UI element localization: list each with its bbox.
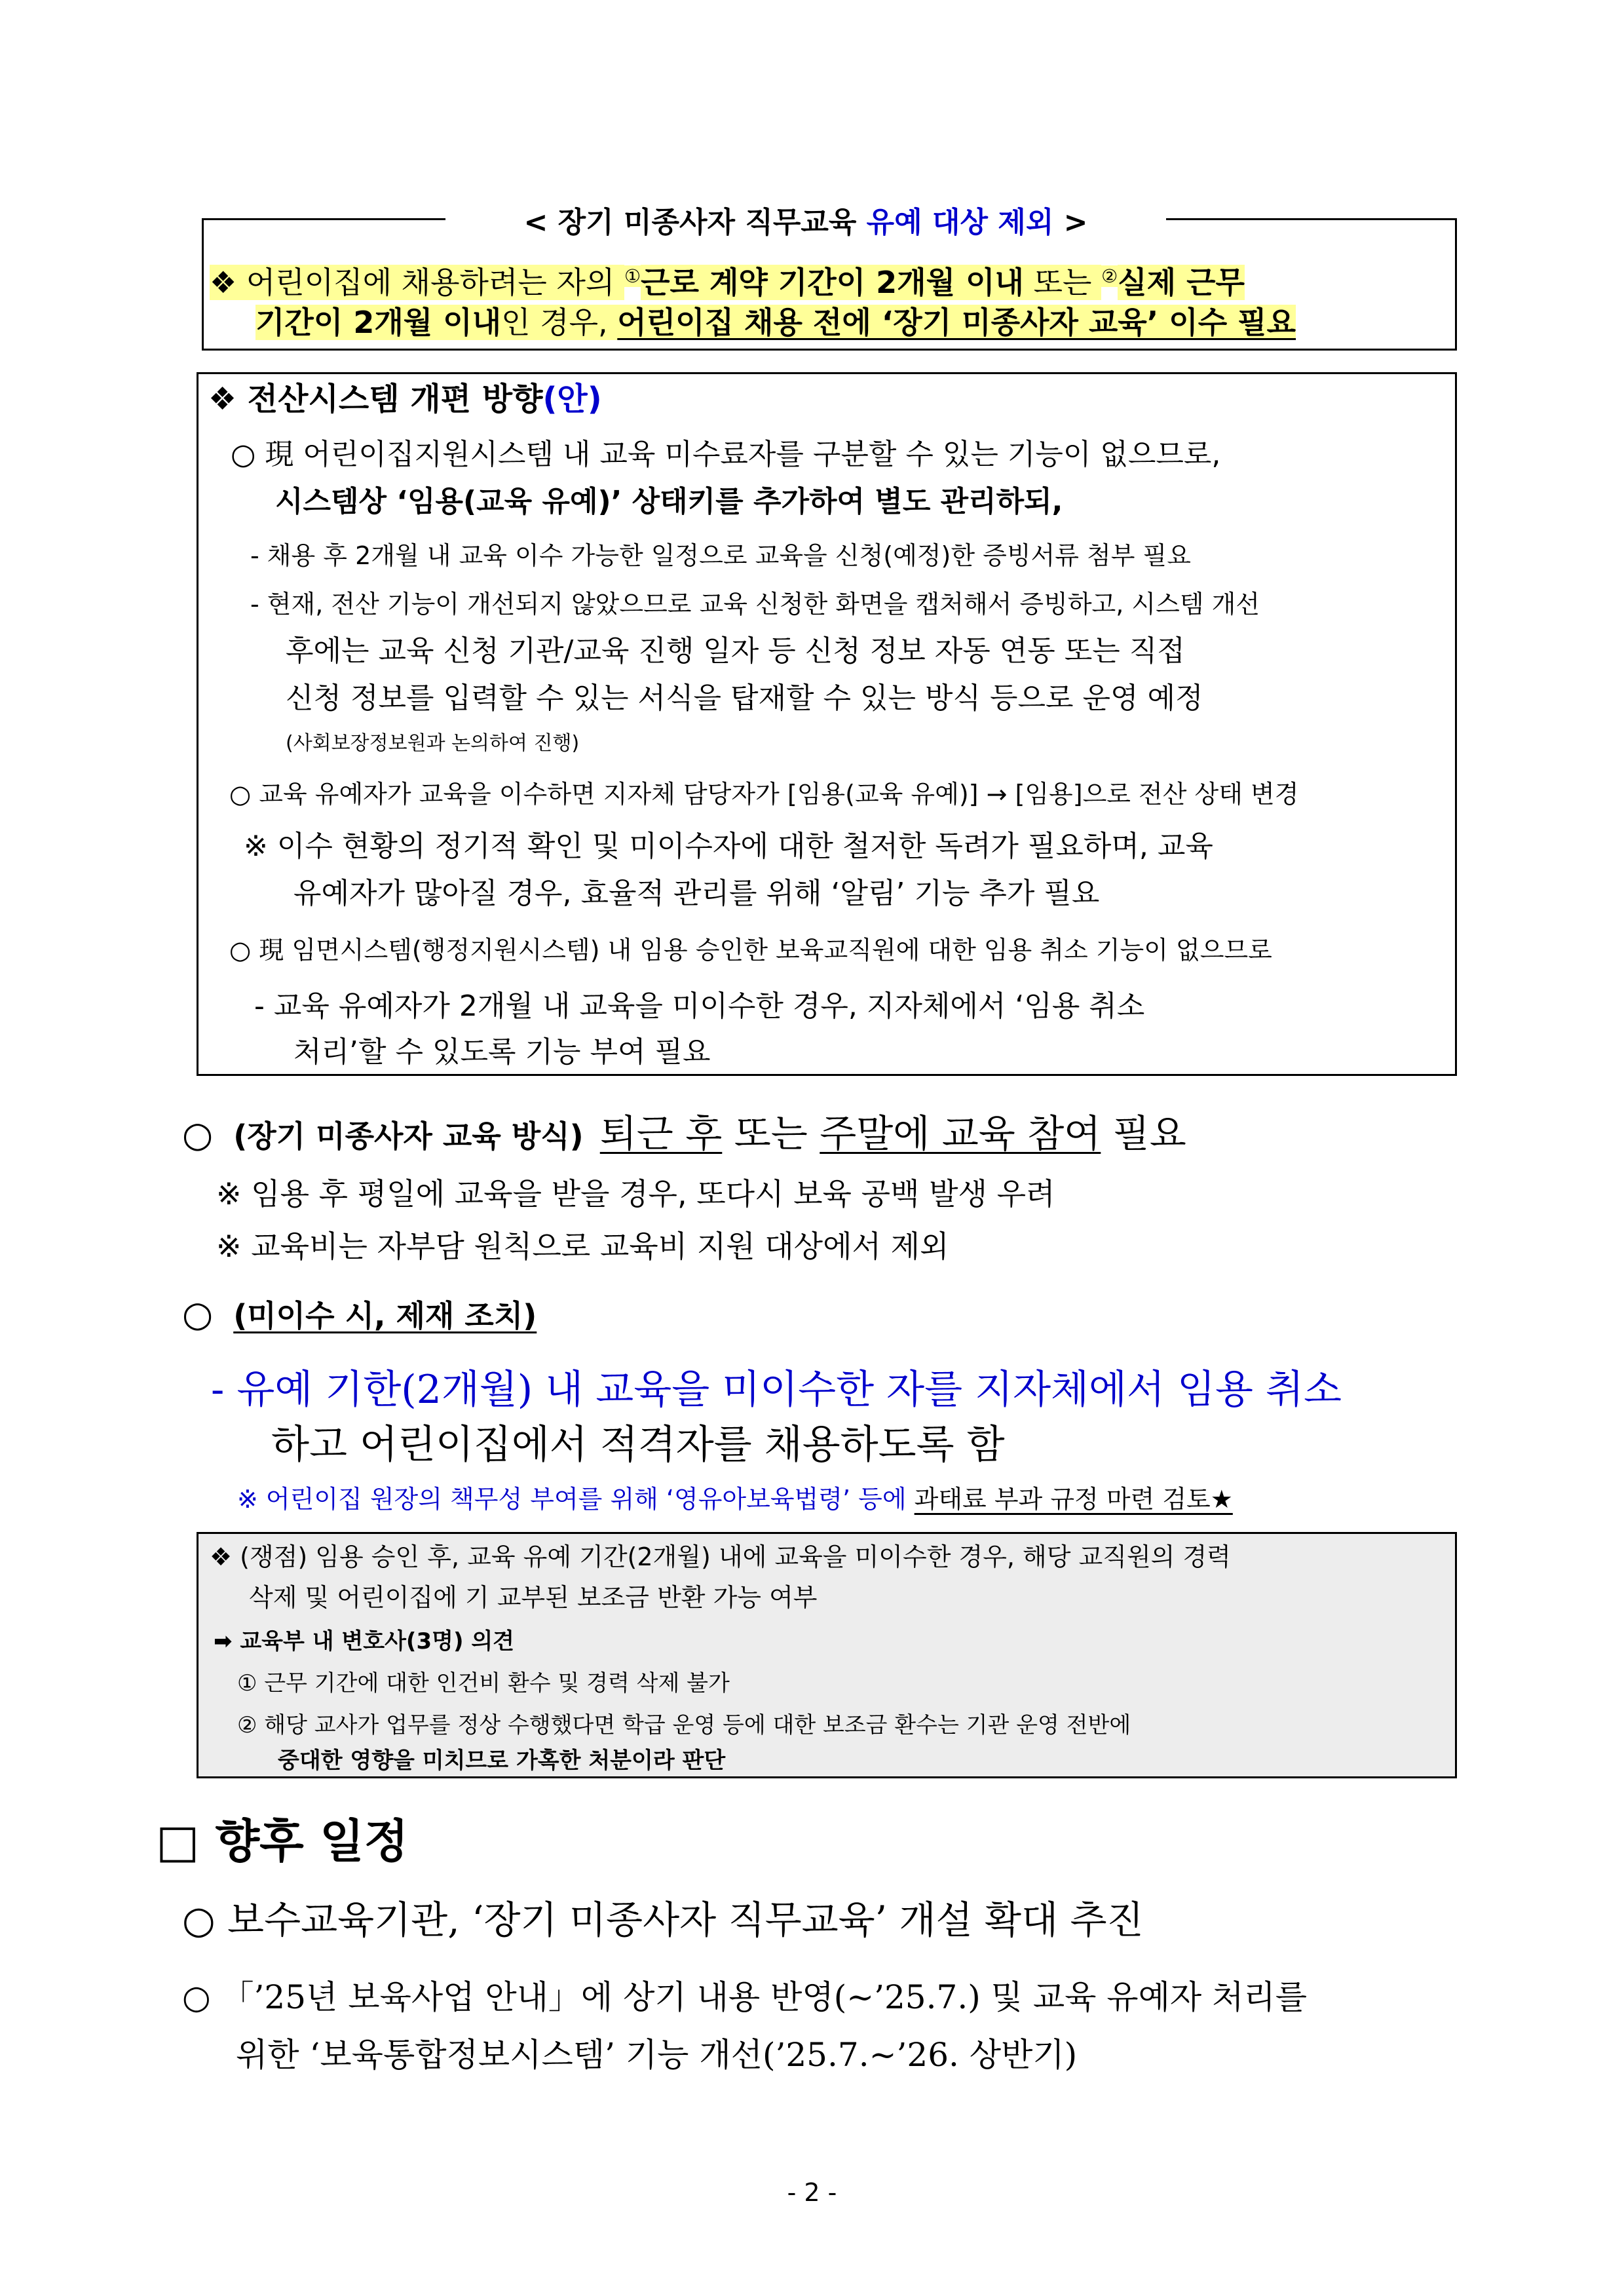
schedule-heading: □ 향후 일정	[156, 1814, 409, 1868]
education-method-note-1: ※ 임용 후 평일에 교육을 받을 경우, 또다시 보육 공백 발생 우려	[216, 1176, 1055, 1212]
system-reform-box	[197, 372, 1457, 1076]
reform-point-1-line-1: ○ 現 어린이집지원시스템 내 교육 미수료자를 구분할 수 있는 기능이 없으므로,	[231, 438, 1221, 471]
issue-line-5: ② 해당 교사가 업무를 정상 수행했다면 학급 운영 등에 대한 보조금 환수는 기관 운영 전반에	[237, 1712, 1131, 1738]
issue-line-4: ① 근무 기간에 대한 인건비 환수 및 경력 삭제 불가	[237, 1670, 730, 1696]
reform-note-line-1: ※ 이수 현황의 정기적 확인 및 미이수자에 대한 철저한 독려가 필요하며, 교육	[244, 830, 1213, 863]
sanction-note: ※ 어린이집 원장의 책무성 부여를 위해 ‘영유아보육법령’ 등에 과태료 부과 규정 마련 검토★	[237, 1485, 1233, 1514]
education-method-line: ○ (장기 미종사자 교육 방식) 퇴근 후 또는 주말에 교육 참여 필요	[182, 1111, 1186, 1156]
exclusion-line-1: ❖ 어린이집에 채용하려는 자의 ①근로 계약 기간이 2개월 이내 또는 ②실제 근무	[210, 265, 1245, 301]
reform-point-1-line-2: 시스템상 ‘임용(교육 유예)’ 상태키를 추가하여 별도 관리하되,	[275, 485, 1063, 518]
issue-line-3: ➡ 교육부 내 변호사(3명) 의견	[214, 1628, 515, 1655]
schedule-item-2-line-1: ○ 「’25년 보육사업 안내」에 상기 내용 반영(~’25.7.) 및 교육 유예자 처리를	[182, 1978, 1308, 2016]
reform-detail-2-line-4: (사회보장정보원과 논의하여 진행)	[286, 732, 580, 755]
system-reform-heading: ❖ 전산시스템 개편 방향(안)	[208, 381, 602, 417]
reform-detail-2-line-3: 신청 정보를 입력할 수 있는 서식을 탑재할 수 있는 방식 등으로 운영 예정	[286, 681, 1203, 715]
page-number: - 2 -	[787, 2178, 837, 2207]
reform-detail-3-line-2: 처리’할 수 있도록 기능 부여 필요	[293, 1035, 711, 1069]
reform-point-3: ○ 現 임면시스템(행정지원시스템) 내 임용 승인한 보육교직원에 대한 임용 취소 기능이 없으므로	[229, 936, 1272, 965]
reform-note-line-2: 유예자가 많아질 경우, 효율적 관리를 위해 ‘알림’ 기능 추가 필요	[293, 877, 1100, 910]
exclusion-box-title: < 장기 미종사자 직무교육 유예 대상 제외 >	[445, 203, 1166, 242]
reform-point-2: ○ 교육 유예자가 교육을 이수하면 지자체 담당자가 [임용(교육 유예)] → [임용]으로 전산 상태 변경	[229, 780, 1299, 809]
sanction-heading: ○ (미이수 시, 제재 조치)	[182, 1293, 537, 1335]
schedule-item-1: ○ 보수교육기관, ‘장기 미종사자 직무교육’ 개설 확대 추진	[182, 1898, 1144, 1942]
reform-detail-1: - 채용 후 2개월 내 교육 이수 가능한 일정으로 교육을 신청(예정)한 증빙서류 첨부 필요	[250, 541, 1191, 570]
reform-detail-2-line-1: - 현재, 전산 기능이 개선되지 않았으므로 교육 신청한 화면을 캡처해서 증빙하고, 시스템 개선	[250, 590, 1260, 619]
exclusion-line-2: 기간이 2개월 이내인 경우, 어린이집 채용 전에 ‘장기 미종사자 교육’ 이수 필요	[255, 305, 1296, 340]
schedule-item-2-line-2: 위한 ‘보육통합정보시스템’ 기능 개선(’25.7.~’26. 상반기)	[236, 2036, 1078, 2074]
sanction-line-1: - 유예 기한(2개월) 내 교육을 미이수한 자를 지자체에서 임용 취소	[211, 1367, 1342, 1413]
sanction-line-2: 하고 어린이집에서 적격자를 채용하도록 함	[271, 1422, 1005, 1468]
education-method-note-2: ※ 교육비는 자부담 원칙으로 교육비 지원 대상에서 제외	[216, 1229, 949, 1264]
reform-detail-3-line-1: - 교육 유예자가 2개월 내 교육을 미이수한 경우, 지자체에서 ‘임용 취소	[254, 989, 1145, 1023]
issue-line-2: 삭제 및 어린이집에 기 교부된 보조금 반환 가능 여부	[249, 1583, 818, 1612]
issue-line-1: ❖ (쟁점) 임용 승인 후, 교육 유예 기간(2개월) 내에 교육을 미이수한 경우, 해당 교직원의 경력	[210, 1542, 1231, 1571]
reform-detail-2-line-2: 후에는 교육 신청 기관/교육 진행 일자 등 신청 정보 자동 연동 또는 직접	[286, 634, 1185, 668]
issue-line-6: 중대한 영향을 미치므로 가혹한 처분이라 판단	[278, 1748, 726, 1774]
